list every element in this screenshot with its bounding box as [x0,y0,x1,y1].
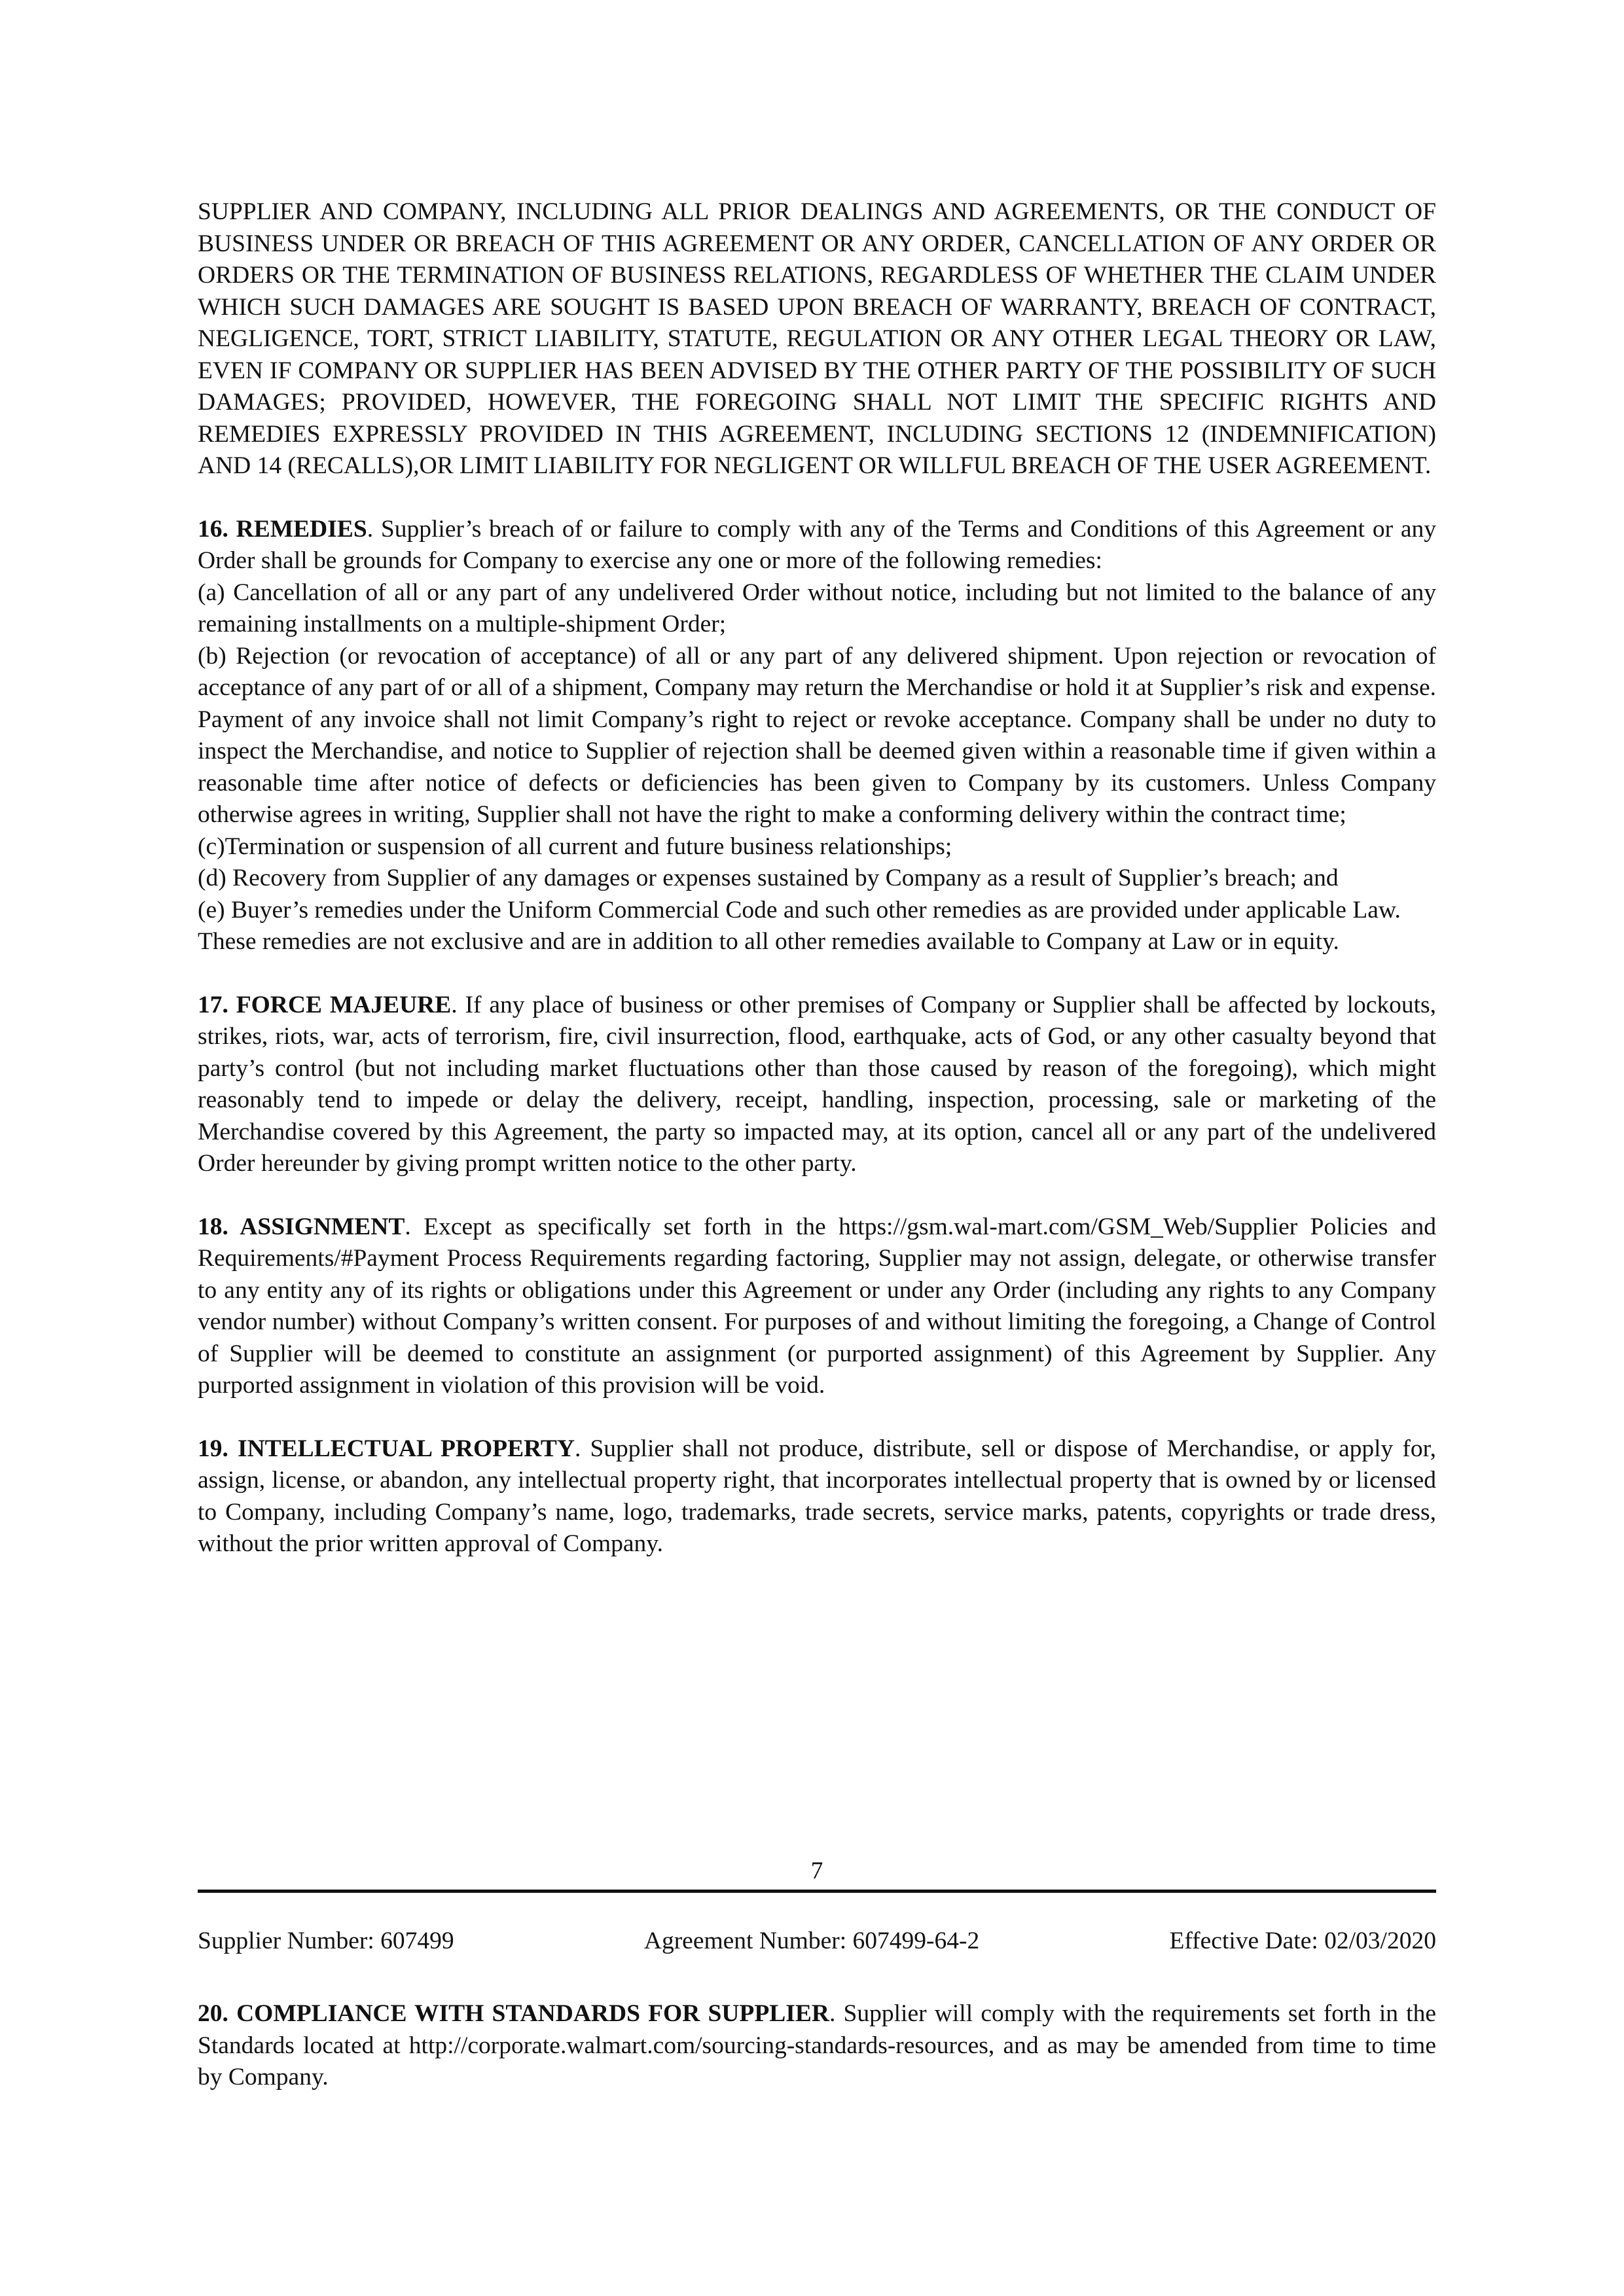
section-16-closing: These remedies are not exclusive and are in addition to all other remedies available to Company at Law or in equity. [198,928,1339,955]
section-17-force-majeure [198,990,1436,1180]
section-18-paragraph [198,1211,1436,1402]
section-16-item-d: (d) Recovery from Supplier of any damages or expenses sustained by Company as a result of Supplier’s breach; and [198,865,1339,891]
spacer [198,1180,1436,1211]
section-16-item-c: (c)Termination or suspension of all current and future business relationships; [198,833,952,860]
next-page-content [198,1998,1436,2094]
agreement-number: Agreement Number: 607499-64-2 [643,1928,980,1954]
section-17-body: . If any place of business or other premises of Company or Supplier shall be affected by lockouts, strikes, riots, war, acts of terrorism, fire, civil insurrection, flood, earthquake, acts of God, or any other casualty beyond that party’s control (but not including market fluctuations other than those caused by reason of the foregoing), which might reasonably tend to impede or delay the delivery, receipt, handling, inspection, processing, sale or marketing of the Merchandise covered by this Agreement, the party so impacted may, at its option, cancel all or any part of the undelivered Order hereunder by giving prompt written notice to the other party. [198,991,1436,1177]
section-16-item-a: (a) Cancellation of all or any part of any undelivered Order without notice, including but not limited to the balance of any remaining installments on a multiple-shipment Order; [198,579,1436,637]
effective-date: Effective Date: 02/03/2020 [1169,1928,1436,1954]
section-16-heading: 16. REMEDIES [198,515,367,543]
section-16-body: . Supplier’s breach of or failure to comply with any of the Terms and Conditions of this Agreement or any Order shall be grounds for Company to exercise any one or more of the following remedies: [198,515,1436,574]
section-20-body: . Supplier will comply with the requirements set forth in the Standards located at http://corporate.walmart.com/sourcing-standards-resources, and as may be amended from time to time by Company. [198,2000,1436,2090]
section-20-compliance [198,1998,1436,2094]
section-19-intellectual-property [198,1433,1436,1560]
section-17-paragraph [198,990,1436,1180]
spacer [198,482,1436,514]
section-18-heading: 18. ASSIGNMENT [198,1213,405,1240]
section-18-body: . Except as specifically set forth in the https://gsm.wal-mart.com/GSM_Web/Supplier Policies and Requirements/#Payment Process Requirements regarding factoring, Supplier may not assign, delegate, or otherwise transfer to any entity any of its rights or obligations under this Agreement or under any Order (including any rights to any Company vendor number) without Company’s written consent. For purposes of and without limiting the foregoing, a Change of Control of Supplier will be deemed to constitute an assignment (or purported assignment) of this Agreement by Supplier. Any purported assignment in violation of this provision will be void. [198,1213,1436,1399]
section-20-heading: 20. COMPLIANCE WITH STANDARDS FOR SUPPLIER [198,2000,829,2027]
intro-paragraph: SUPPLIER AND COMPANY, INCLUDING ALL PRIOR DEALINGS AND AGREEMENTS, OR THE CONDUCT OF BUSINESS UNDER OR BREACH OF THIS AGREEMENT OR ANY ORDER, CANCELLATION OF ANY ORDER OR ORDERS OR THE TERMINATION OF BUSINESS RELATIONS, REGARDLESS OF WHETHER THE CLAIM UNDER WHICH SUCH DAMAGES ARE SOUGHT IS BASED UPON BREACH OF WARRANTY, BREACH OF CONTRACT, NEGLIGENCE, TORT, STRICT LIABILITY, STATUTE, REGULATION OR ANY OTHER LEGAL THEORY OR LAW, EVEN IF COMPANY OR SUPPLIER HAS BEEN ADVISED BY THE OTHER PARTY OF THE POSSIBILITY OF SUCH DAMAGES; PROVIDED, HOWEVER, THE FOREGOING SHALL NOT LIMIT THE SPECIFIC RIGHTS AND REMEDIES EXPRESSLY PROVIDED IN THIS AGREEMENT, INCLUDING SECTIONS 12 (INDEMNIFICATION) AND 14 (RECALLS),OR LIMIT LIABILITY FOR NEGLIGENT OR WILLFUL BREACH OF THE USER AGREEMENT. [198,198,1436,479]
section-19-body: . Supplier shall not produce, distribute, sell or dispose of Merchandise, or apply for, assign, license, or abandon, any intellectual property right, that incorporates intellectual property that is owned by or licensed to Company, including Company’s name, logo, trademarks, trade secrets, service marks, patents, copyrights or trade dress, without the prior written approval of Company. [198,1435,1436,1557]
spacer [198,958,1436,990]
supplier-number: Supplier Number: 607499 [198,1928,454,1954]
spacer [198,1402,1436,1433]
page-number: 7 [810,1857,823,1884]
section-19-paragraph [198,1433,1436,1560]
section-16-item-e: (e) Buyer’s remedies under the Uniform Commercial Code and such other remedies as are provided under applicable Law. [198,896,1401,924]
section-19-heading: 19. INTELLECTUAL PROPERTY [198,1435,575,1462]
section-16-remedies [198,514,1436,958]
section-16-item-b: (b) Rejection (or revocation of acceptance) of all or any part of any delivered shipment. Upon rejection or revocation of acceptance of any part of or all of a shipment, Company may return the Merchandise or hold it at Supplier’s risk and expense. Payment of any invoice shall not limit Company’s right to reject or revoke acceptance. Company shall be under no duty to inspect the Merchandise, and notice to Supplier of rejection shall be deemed given within a reasonable time if given within a reasonable time after notice of defects or deficiencies has been given to Company by its customers. Unless Company otherwise agrees in writing, Supplier shall not have the right to make a conforming delivery within the contract time; [198,642,1436,828]
section-16-paragraph [198,514,1436,577]
footer-info-row [198,1926,1436,1957]
document-body [198,196,1436,1560]
section-20-paragraph [198,1998,1436,2094]
page-footer [198,1856,1436,1957]
section-18-assignment [198,1211,1436,1402]
section-17-heading: 17. FORCE MAJEURE [198,991,452,1018]
footer-divider [198,1890,1436,1893]
